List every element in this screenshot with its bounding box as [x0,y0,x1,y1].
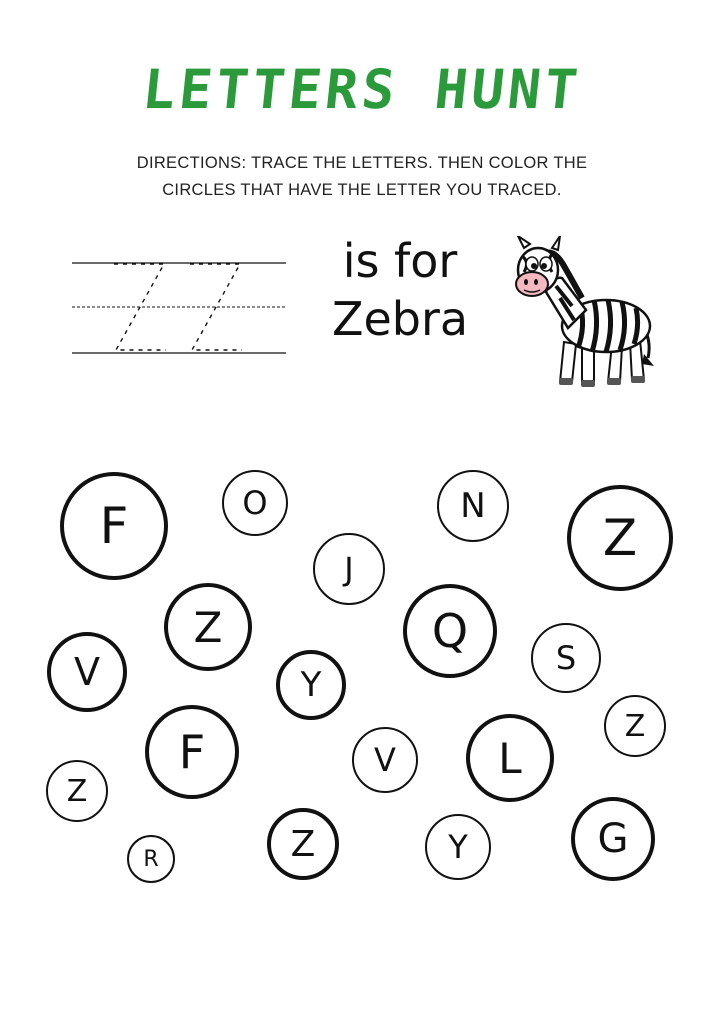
circle-letter: L [498,733,522,783]
circle-letter: F [99,497,129,555]
letter-circle[interactable] [403,584,497,678]
circle-letter: Z [624,708,646,744]
circle-letter: Z [66,773,88,809]
circle-letter: O [242,484,268,522]
letter-circle[interactable] [604,695,666,757]
letter-circle[interactable] [127,835,175,883]
animal-name: Zebra [331,292,469,346]
directions-text [0,150,724,204]
circle-letter: S [555,639,577,677]
letter-circle[interactable] [425,814,491,880]
letter-circle[interactable] [276,650,346,720]
directions-line-2: CIRCLES THAT HAVE THE LETTER YOU TRACED. [162,181,562,199]
is-for-line: is for [342,234,458,288]
letter-circle[interactable] [531,623,601,693]
letter-circle[interactable] [313,533,385,605]
worksheet-title: LETTERS HUNT [139,58,585,121]
circle-letter: Z [193,602,223,652]
letter-circle[interactable] [47,632,127,712]
letter-circle[interactable] [466,714,554,802]
directions-line-1: DIRECTIONS: TRACE THE LETTERS. THEN COLOR THE [136,154,588,172]
circle-letter: V [74,650,100,694]
circle-letter: N [460,486,486,526]
zebra-icon [502,236,662,392]
circle-letter: Z [602,509,638,567]
circle-letter: V [374,741,396,779]
letter-circle[interactable] [352,727,418,793]
letter-circle[interactable] [46,760,108,822]
letter-circle[interactable] [145,705,239,799]
letter-circle[interactable] [567,485,673,591]
circle-letter: Y [300,665,322,705]
is-for-caption [300,232,500,348]
letter-circle[interactable] [571,797,655,881]
circle-letter: G [597,816,629,862]
circle-letter: Z [290,823,316,865]
letter-circle[interactable] [267,808,339,880]
letter-circle[interactable] [437,470,509,542]
circle-letter: Y [448,828,468,866]
letter-circle[interactable] [60,472,168,580]
circle-letter: F [178,725,206,779]
circle-letter: R [143,846,159,872]
letter-circle[interactable] [222,470,288,536]
circle-letter: Q [431,604,469,658]
letter-circle[interactable] [164,583,252,671]
letter-tracing-area[interactable] [72,255,286,359]
circle-letter: J [344,550,354,588]
